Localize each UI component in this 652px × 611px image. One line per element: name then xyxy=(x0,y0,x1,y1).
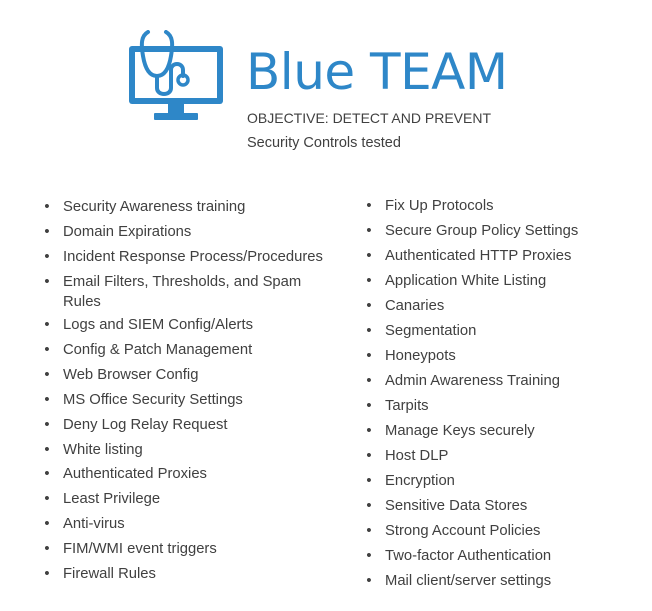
list-item xyxy=(362,221,642,242)
list-item xyxy=(362,321,642,342)
list-item xyxy=(40,564,350,585)
bullet-icon: • xyxy=(44,342,50,359)
list-item-text: MS Office Security Settings xyxy=(63,391,243,408)
list-item-text: FIM/WMI event triggers xyxy=(63,540,217,557)
list-item xyxy=(362,496,642,517)
subtitle-text: Security Controls tested xyxy=(247,135,401,151)
list-item xyxy=(362,196,642,217)
bullet-icon: • xyxy=(44,540,50,557)
list-item-text: Deny Log Relay Request xyxy=(63,416,228,433)
list-item xyxy=(362,446,642,467)
bullet-icon: • xyxy=(366,248,372,264)
bullet-icon: • xyxy=(44,491,50,508)
list-item-text: Firewall Rules xyxy=(63,565,156,582)
list-item-text: Canaries xyxy=(385,298,445,314)
bullet-icon: • xyxy=(366,548,372,564)
page-title: Blue TEAM xyxy=(246,43,508,101)
list-item-text: Two-factor Authentication xyxy=(385,548,552,564)
bullet-icon: • xyxy=(44,466,50,483)
bullet-icon: • xyxy=(44,273,50,290)
bullet-icon: • xyxy=(44,416,50,433)
list-item-text: Host DLP xyxy=(385,448,449,464)
list-item-text: Admin Awareness Training xyxy=(385,373,560,389)
list-item xyxy=(40,464,350,485)
list-item xyxy=(40,222,350,243)
bullet-icon: • xyxy=(366,423,372,439)
list-item xyxy=(40,340,350,361)
list-item-text: Honeypots xyxy=(385,348,456,364)
list-item xyxy=(362,521,642,542)
list-item-text: Mail client/server settings xyxy=(385,573,552,589)
list-item-text: Authenticated HTTP Proxies xyxy=(385,248,572,264)
right-bullet-list xyxy=(362,196,642,596)
list-item-text: Least Privilege xyxy=(63,491,161,508)
bullet-icon: • xyxy=(44,367,50,384)
list-item xyxy=(40,247,350,268)
bullet-icon: • xyxy=(44,565,50,582)
bullet-icon: • xyxy=(366,273,372,289)
list-item xyxy=(40,365,350,386)
list-item-text: Config & Patch Management xyxy=(63,342,253,359)
list-item-text: Sensitive Data Stores xyxy=(385,498,528,514)
bullet-icon: • xyxy=(44,199,50,215)
list-item-text: Strong Account Policies xyxy=(385,523,541,539)
list-item-text: Web Browser Config xyxy=(63,367,199,384)
bullet-icon: • xyxy=(44,391,50,408)
bullet-icon: • xyxy=(44,223,50,240)
list-item xyxy=(40,514,350,535)
list-item xyxy=(40,390,350,411)
list-item xyxy=(362,471,642,492)
left-bullet-list xyxy=(40,197,350,589)
list-item-text: Encryption xyxy=(385,473,455,489)
bullet-icon: • xyxy=(366,373,372,389)
bullet-icon: • xyxy=(366,323,372,339)
bullet-icon: • xyxy=(366,198,372,214)
bullet-icon: • xyxy=(44,317,50,334)
list-item-text: Authenticated Proxies xyxy=(63,466,207,483)
list-item-text: Secure Group Policy Settings xyxy=(385,223,579,239)
list-item xyxy=(362,296,642,317)
list-item xyxy=(362,371,642,392)
list-item-text: Manage Keys securely xyxy=(385,423,535,439)
bullet-icon: • xyxy=(366,523,372,539)
list-item-text: White listing xyxy=(63,441,143,458)
list-item xyxy=(40,415,350,436)
bullet-icon: • xyxy=(366,298,372,314)
list-item xyxy=(362,346,642,367)
list-item-text: Domain Expirations xyxy=(63,223,192,240)
monitor-stethoscope-icon xyxy=(126,30,226,126)
list-item-text: Email Filters, Thresholds, and Spam Rules xyxy=(63,273,302,310)
bullet-icon: • xyxy=(366,498,372,514)
list-item-text: Segmentation xyxy=(385,323,477,339)
bullet-icon: • xyxy=(366,348,372,364)
list-item-text: Application White Listing xyxy=(385,273,547,289)
bullet-icon: • xyxy=(44,248,50,265)
objective-text: OBJECTIVE: DETECT AND PREVENT xyxy=(247,110,492,126)
list-item xyxy=(40,539,350,560)
list-item xyxy=(40,315,350,336)
list-item-text: Security Awareness training xyxy=(63,199,246,215)
bullet-icon: • xyxy=(366,223,372,239)
list-item xyxy=(40,440,350,461)
list-item-text: Logs and SIEM Config/Alerts xyxy=(63,317,253,334)
list-item-text: Fix Up Protocols xyxy=(385,198,494,214)
list-item xyxy=(362,571,642,592)
list-item-text: Anti-virus xyxy=(63,516,125,533)
list-item xyxy=(362,421,642,442)
bullet-icon: • xyxy=(366,398,372,414)
list-item xyxy=(362,271,642,292)
bullet-icon: • xyxy=(44,441,50,458)
bullet-icon: • xyxy=(44,516,50,533)
list-item-text: Incident Response Process/Procedures xyxy=(63,248,323,265)
list-item xyxy=(362,546,642,567)
bullet-icon: • xyxy=(366,448,372,464)
list-item xyxy=(40,272,328,312)
list-item xyxy=(362,246,642,267)
list-item xyxy=(40,489,350,510)
bullet-icon: • xyxy=(366,573,372,589)
list-item xyxy=(40,197,350,218)
bullet-icon: • xyxy=(366,473,372,489)
list-item-text: Tarpits xyxy=(385,398,429,414)
list-item xyxy=(362,396,642,417)
